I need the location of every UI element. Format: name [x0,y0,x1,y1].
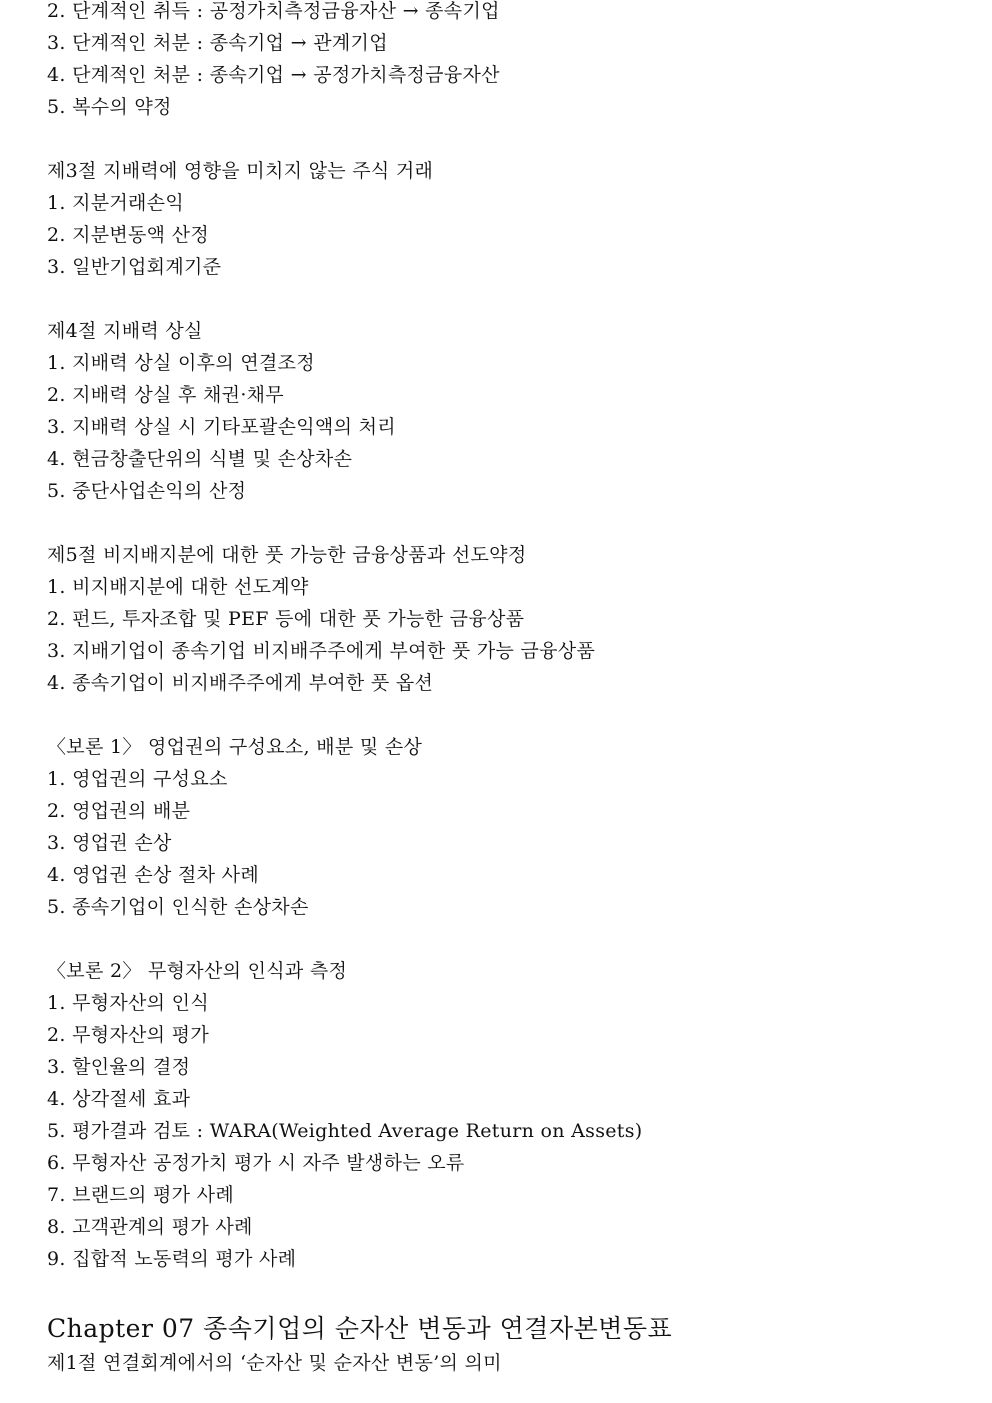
list-item: 2. 펀드, 투자조합 및 PEF 등에 대한 풋 가능한 금융상품 [47,608,525,630]
list-item: 2. 단계적인 취득 : 공정가치측정금융자산 → 종속기업 [47,0,500,22]
list-item: 4. 종속기업이 비지배주주에게 부여한 풋 옵션 [47,672,434,694]
appendix-1 [47,731,967,923]
list-item: 1. 지분거래손익 [47,192,184,214]
list-item: 2. 지배력 상실 후 채권·채무 [47,384,284,406]
list-item: 8. 고객관계의 평가 사례 [47,1216,253,1238]
list-item: 6. 무형자산 공정가치 평가 시 자주 발생하는 오류 [47,1152,465,1174]
list-item: 3. 영업권 손상 [47,832,172,854]
chapter-title: Chapter 07 종속기업의 순자산 변동과 연결자본변동표 [47,1314,673,1343]
list-item: 5. 중단사업손익의 산정 [47,480,247,502]
list-item: 5. 종속기업이 인식한 손상차손 [47,896,309,918]
section-4 [47,315,967,507]
list-item: 2. 영업권의 배분 [47,800,191,822]
list-item: 5. 복수의 약정 [47,96,172,118]
list-item: 1. 영업권의 구성요소 [47,768,228,790]
list-item: 4. 영업권 손상 절차 사례 [47,864,259,886]
list-item: 3. 지배기업이 종속기업 비지배주주에게 부여한 풋 가능 금융상품 [47,640,596,662]
section-5 [47,539,967,699]
list-item: 9. 집합적 노동력의 평가 사례 [47,1248,297,1270]
section-continued [47,0,967,123]
section-title: 제5절 비지배지분에 대한 풋 가능한 금융상품과 선도약정 [47,544,527,566]
list-item: 2. 지분변동액 산정 [47,224,209,246]
list-item: 4. 상각절세 효과 [47,1088,191,1110]
section-title: 제4절 지배력 상실 [47,320,203,342]
list-item: 1. 지배력 상실 이후의 연결조정 [47,352,315,374]
list-item: 3. 지배력 상실 시 기타포괄손익액의 처리 [47,416,396,438]
list-item: 1. 무형자산의 인식 [47,992,209,1014]
section-title: 〈보론 2〉 무형자산의 인식과 측정 [47,960,348,982]
table-of-contents [47,0,967,1379]
appendix-2 [47,955,967,1275]
list-item: 4. 현금창출단위의 식별 및 손상차손 [47,448,353,470]
section-title: 제3절 지배력에 영향을 미치지 않는 주식 거래 [47,160,434,182]
list-item: 1. 비지배지분에 대한 선도계약 [47,576,309,598]
list-item: 2. 무형자산의 평가 [47,1024,209,1046]
list-item: 5. 평가결과 검토 : WARA(Weighted Average Return on Assets) [47,1120,643,1142]
list-item: 4. 단계적인 처분 : 종속기업 → 공정가치측정금융자산 [47,64,500,86]
list-item: 3. 일반기업회계기준 [47,256,222,278]
list-item: 3. 할인율의 결정 [47,1056,191,1078]
list-item: 3. 단계적인 처분 : 종속기업 → 관계기업 [47,32,388,54]
section-3 [47,155,967,283]
section-title: 제1절 연결회계에서의 ‘순자산 및 순자산 변동’의 의미 [47,1352,502,1374]
list-item: 7. 브랜드의 평가 사례 [47,1184,234,1206]
chapter-07 [47,1311,967,1379]
section-title: 〈보론 1〉 영업권의 구성요소, 배분 및 손상 [47,736,423,758]
